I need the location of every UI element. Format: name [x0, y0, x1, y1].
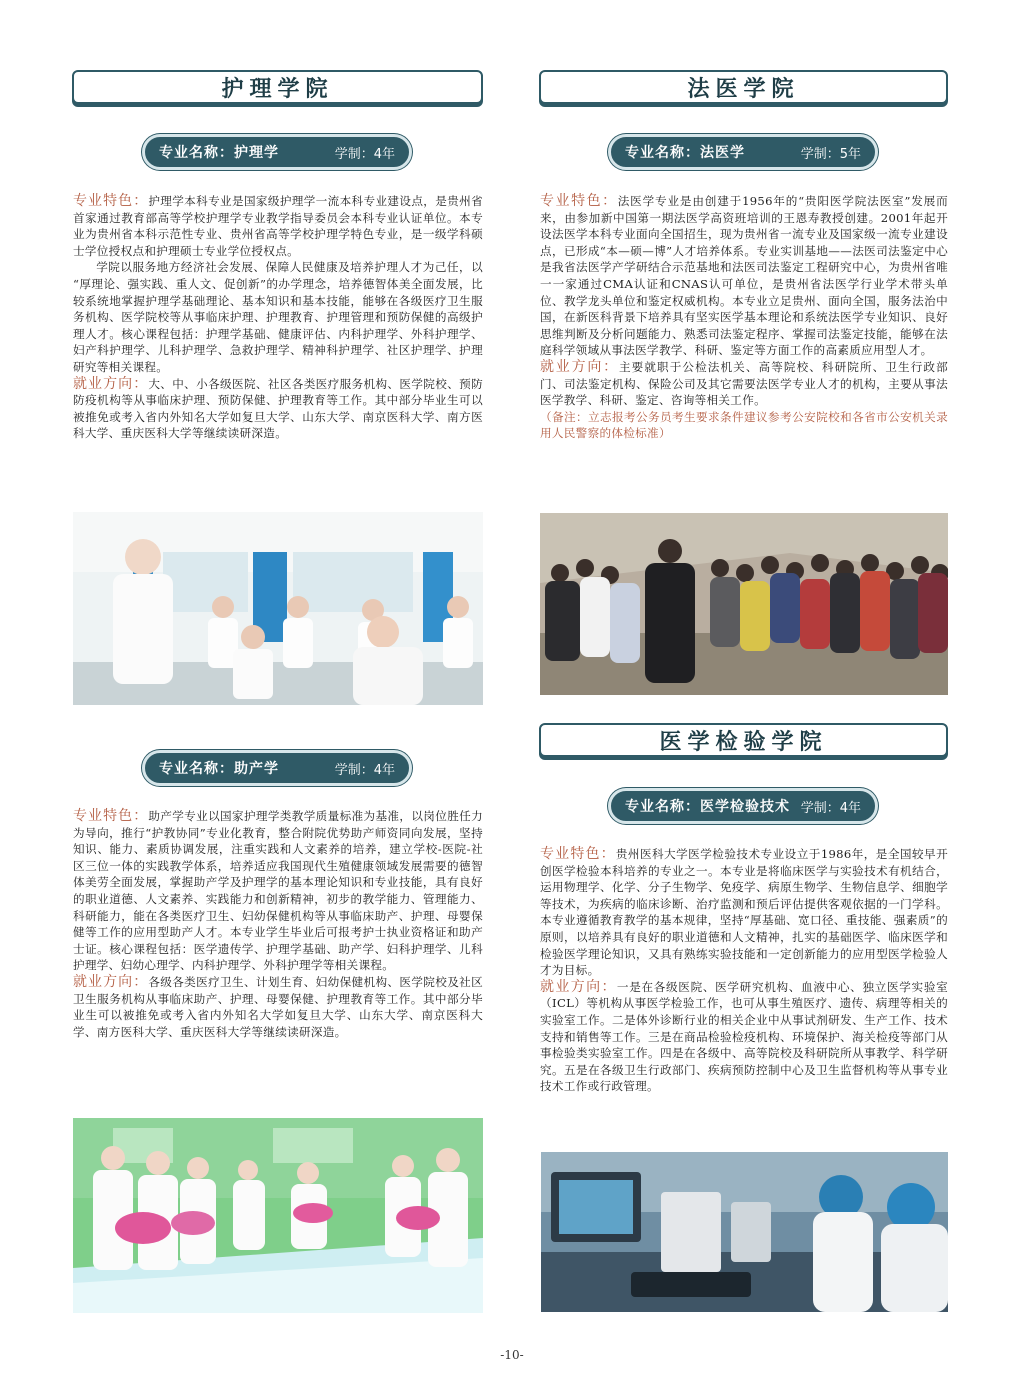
- career-text: 主要就职于公检法机关、高等院校、科研院所、卫生行政部门、司法鉴定机构、保险公司及其它需要法医学专业人才的机构，主要从事法医学教学、科研、鉴定、咨询等相关工作。: [540, 359, 948, 408]
- major-name: 专业名称：护理学: [159, 145, 279, 161]
- major-name: 专业名称：医学检验技术: [625, 799, 790, 815]
- career-text: 大、中、小各级医院、社区各类医疗服务机构、医学院校、预防防疫机构等从事临床护理、预防保健、护理教育等工作。其中部分毕业生可以被推免或考入省内外知名大学如复旦大学、山东大学、南京医科大学、南方医科大学、重庆医科大学等继续读研深造。: [73, 376, 484, 441]
- nursing-description: [73, 193, 483, 442]
- college-title: 护理学院: [221, 76, 334, 102]
- forensic-field-photo: [540, 513, 948, 695]
- lab-description: [540, 846, 948, 1095]
- college-header-lab: [539, 723, 948, 757]
- forensic-description: [540, 193, 948, 442]
- nursing-classroom-photo: [73, 512, 483, 705]
- major-years: 学制：4年: [334, 146, 395, 162]
- feature-text: 助产学专业以国家护理学类教学质量标准为基准，以岗位胜任力为导向，推行“护教协同”专业化教育，整合附院优势助产师资同向发展，坚持知识、能力、素质协调发展，注重实践和人文素养的培养，建立学校-医院-社区三位一体的实践教学体系，培养适应我国现代生殖健康领域发展需要的德智体美劳全面发展，掌握助产学及护理学的基本理论知识和专业技能，具有良好的职业道德、人文素养、实践能力和创新精神，初步的教学能力、管理能力、科研能力，能在各类医疗卫生、妇幼保健机构等从事临床助产、护理、母婴保健等工作的应用型助产人才。本专业学生毕业后可报考护士执业资格证和助产士证。核心课程包括：医学遗传学、护理学基础、助产学、妇科护理学、儿科护理学、妇幼心理学、内科护理学、外科护理学等相关课程。: [73, 809, 484, 973]
- feature-text: 贵州医科大学医学检验技术专业设立于1986年，是全国较早开创医学检验本科培养的专业之一。本专业是将临床医学与实验技术有机结合，运用物理学、化学、分子生物学、免疫学、病原生物学、生物信息学、细胞学等技术，为疾病的临床诊断、治疗监测和预后评估提供客观依据的一门学科。本专业遵循教育教学的基本规律，坚持“厚基础、宽口径、重技能、强素质”的原则，以培养具有良好的职业道德和人文精神，扎实的基础医学、临床医学和检验医学理论知识，又具有熟练实验技能和一定创新能力的应用型医学检验人才为目标。: [540, 847, 948, 978]
- feature-text: 法医学专业是由创建于1956年的“贵阳医学院法医室”发展而来，由参加新中国第一期法医学高资班培训的王恩寿教授创建。2001年起开设法医学本科专业面向全国招生，现为贵州省一流专业及国家级一流专业建设点，已形成“本—硕—博”人才培养体系。专业实训基地——法医司法鉴定中心是我省法医学产学研结合示范基地和法医司法鉴定工程研究中心，为贵州省唯一一家通过CMA认证和CNAS认可单位，是贵州省法医学行业学术带头单位、教学龙头单位和鉴定权威机构。本专业立足贵州、面向全国，服务法治中国，在新医科背景下培养具有坚实医学基本理论和系统法医学专业知识、良好思维判断及分析问题能力、熟悉司法鉴定程序、掌握司法鉴定技能，能够在法庭科学领域从事法医学教学、科研、鉴定等方面工作的高素质应用型人才。: [540, 194, 949, 358]
- college-header-forensic: [539, 70, 948, 104]
- major-pill-nursing: [142, 134, 412, 170]
- major-pill-midwifery: [142, 750, 412, 786]
- career-label: 就业方向：: [73, 375, 149, 392]
- lab-photo: [541, 1152, 948, 1312]
- major-years: 学制：5年: [800, 146, 861, 162]
- feature-label: 专业特色：: [540, 846, 616, 862]
- midwifery-training-photo: [73, 1118, 483, 1313]
- career-label: 就业方向：: [540, 358, 619, 375]
- forensic-note: （备注：立志报考公务员考生要求条件建议参考公安院校和各省市公安机关录用人民警察的体检标准）: [540, 409, 948, 441]
- career-text: 各级各类医疗卫生、计划生育、妇幼保健机构、医学院校及社区卫生服务机构从事临床助产、护理、母婴保健、护理教育等工作。其中部分毕业生可以被推免或考入省内外知名大学如复旦大学、山东大学、南京医科大学、南方医科大学、重庆医科大学等继续读研深造。: [73, 974, 484, 1039]
- major-pill-forensic: [608, 134, 878, 170]
- feature-label: 专业特色：: [73, 808, 149, 824]
- feature-text: 护理学本科专业是国家级护理学一流本科专业建设点，是贵州省首家通过教育部高等学校护理学专业教学指导委员会本科专业认证单位。本专业为贵州省本科示范性专业、贵州省高等学校护理学特色专业，是一级学科硕士学位授权点和护理硕士专业学位授权点。: [73, 194, 484, 258]
- midwifery-description: [73, 808, 483, 1040]
- feature-label: 专业特色：: [540, 193, 618, 209]
- feature-text-2: 学院以服务地方经济社会发展、保障人民健康及培养护理人才为己任，以 “厚理论、强实践、重人文、促创新”的办学理念，培养德智体美全面发展，比较系统地掌握护理学基础理论、基本知识和基本技能，能够在各级医疗卫生服务机构、医学院校等从事临床护理、护理教育、护理管理和预防保健的高级护理人才。核心课程包括：护理学基础、健康评估、内科护理学、外科护理学、妇产科护理学、儿科护理学、急救护理学、精神科护理学、社区护理学、护理研究等相关课程。: [73, 260, 483, 374]
- major-years: 学制：4年: [800, 800, 861, 816]
- career-text: 一是在各级医院、医学研究机构、血液中心、独立医学实验室（ICL）等机构从事医学检验工作，也可从事生殖医疗、遗传、病理等相关的实验室工作。二是体外诊断行业的相关企业中从事试剂研发、生产工作、技术支持和销售等工作。三是在商品检验检疫机构、环境保护、海关检疫等部门从事检验类实验室工作。四是在各级中、高等院校及科研院所从事教学、科学研究。五是在各级卫生行政部门、疾病预防控制中心及卫生监督机构等从事专业技术工作或行政管理。: [540, 979, 949, 1094]
- college-title: 医学检验学院: [659, 729, 828, 755]
- feature-label: 专业特色：: [73, 193, 149, 209]
- major-name: 专业名称：法医学: [625, 145, 745, 161]
- major-years: 学制：4年: [334, 762, 395, 778]
- major-name: 专业名称：助产学: [159, 761, 279, 777]
- college-title: 法医学院: [687, 76, 800, 102]
- college-header-nursing: [72, 70, 483, 104]
- career-label: 就业方向：: [73, 973, 149, 990]
- page-number: -10-: [500, 1348, 524, 1362]
- major-pill-lab: [608, 788, 878, 824]
- career-label: 就业方向：: [540, 978, 617, 995]
